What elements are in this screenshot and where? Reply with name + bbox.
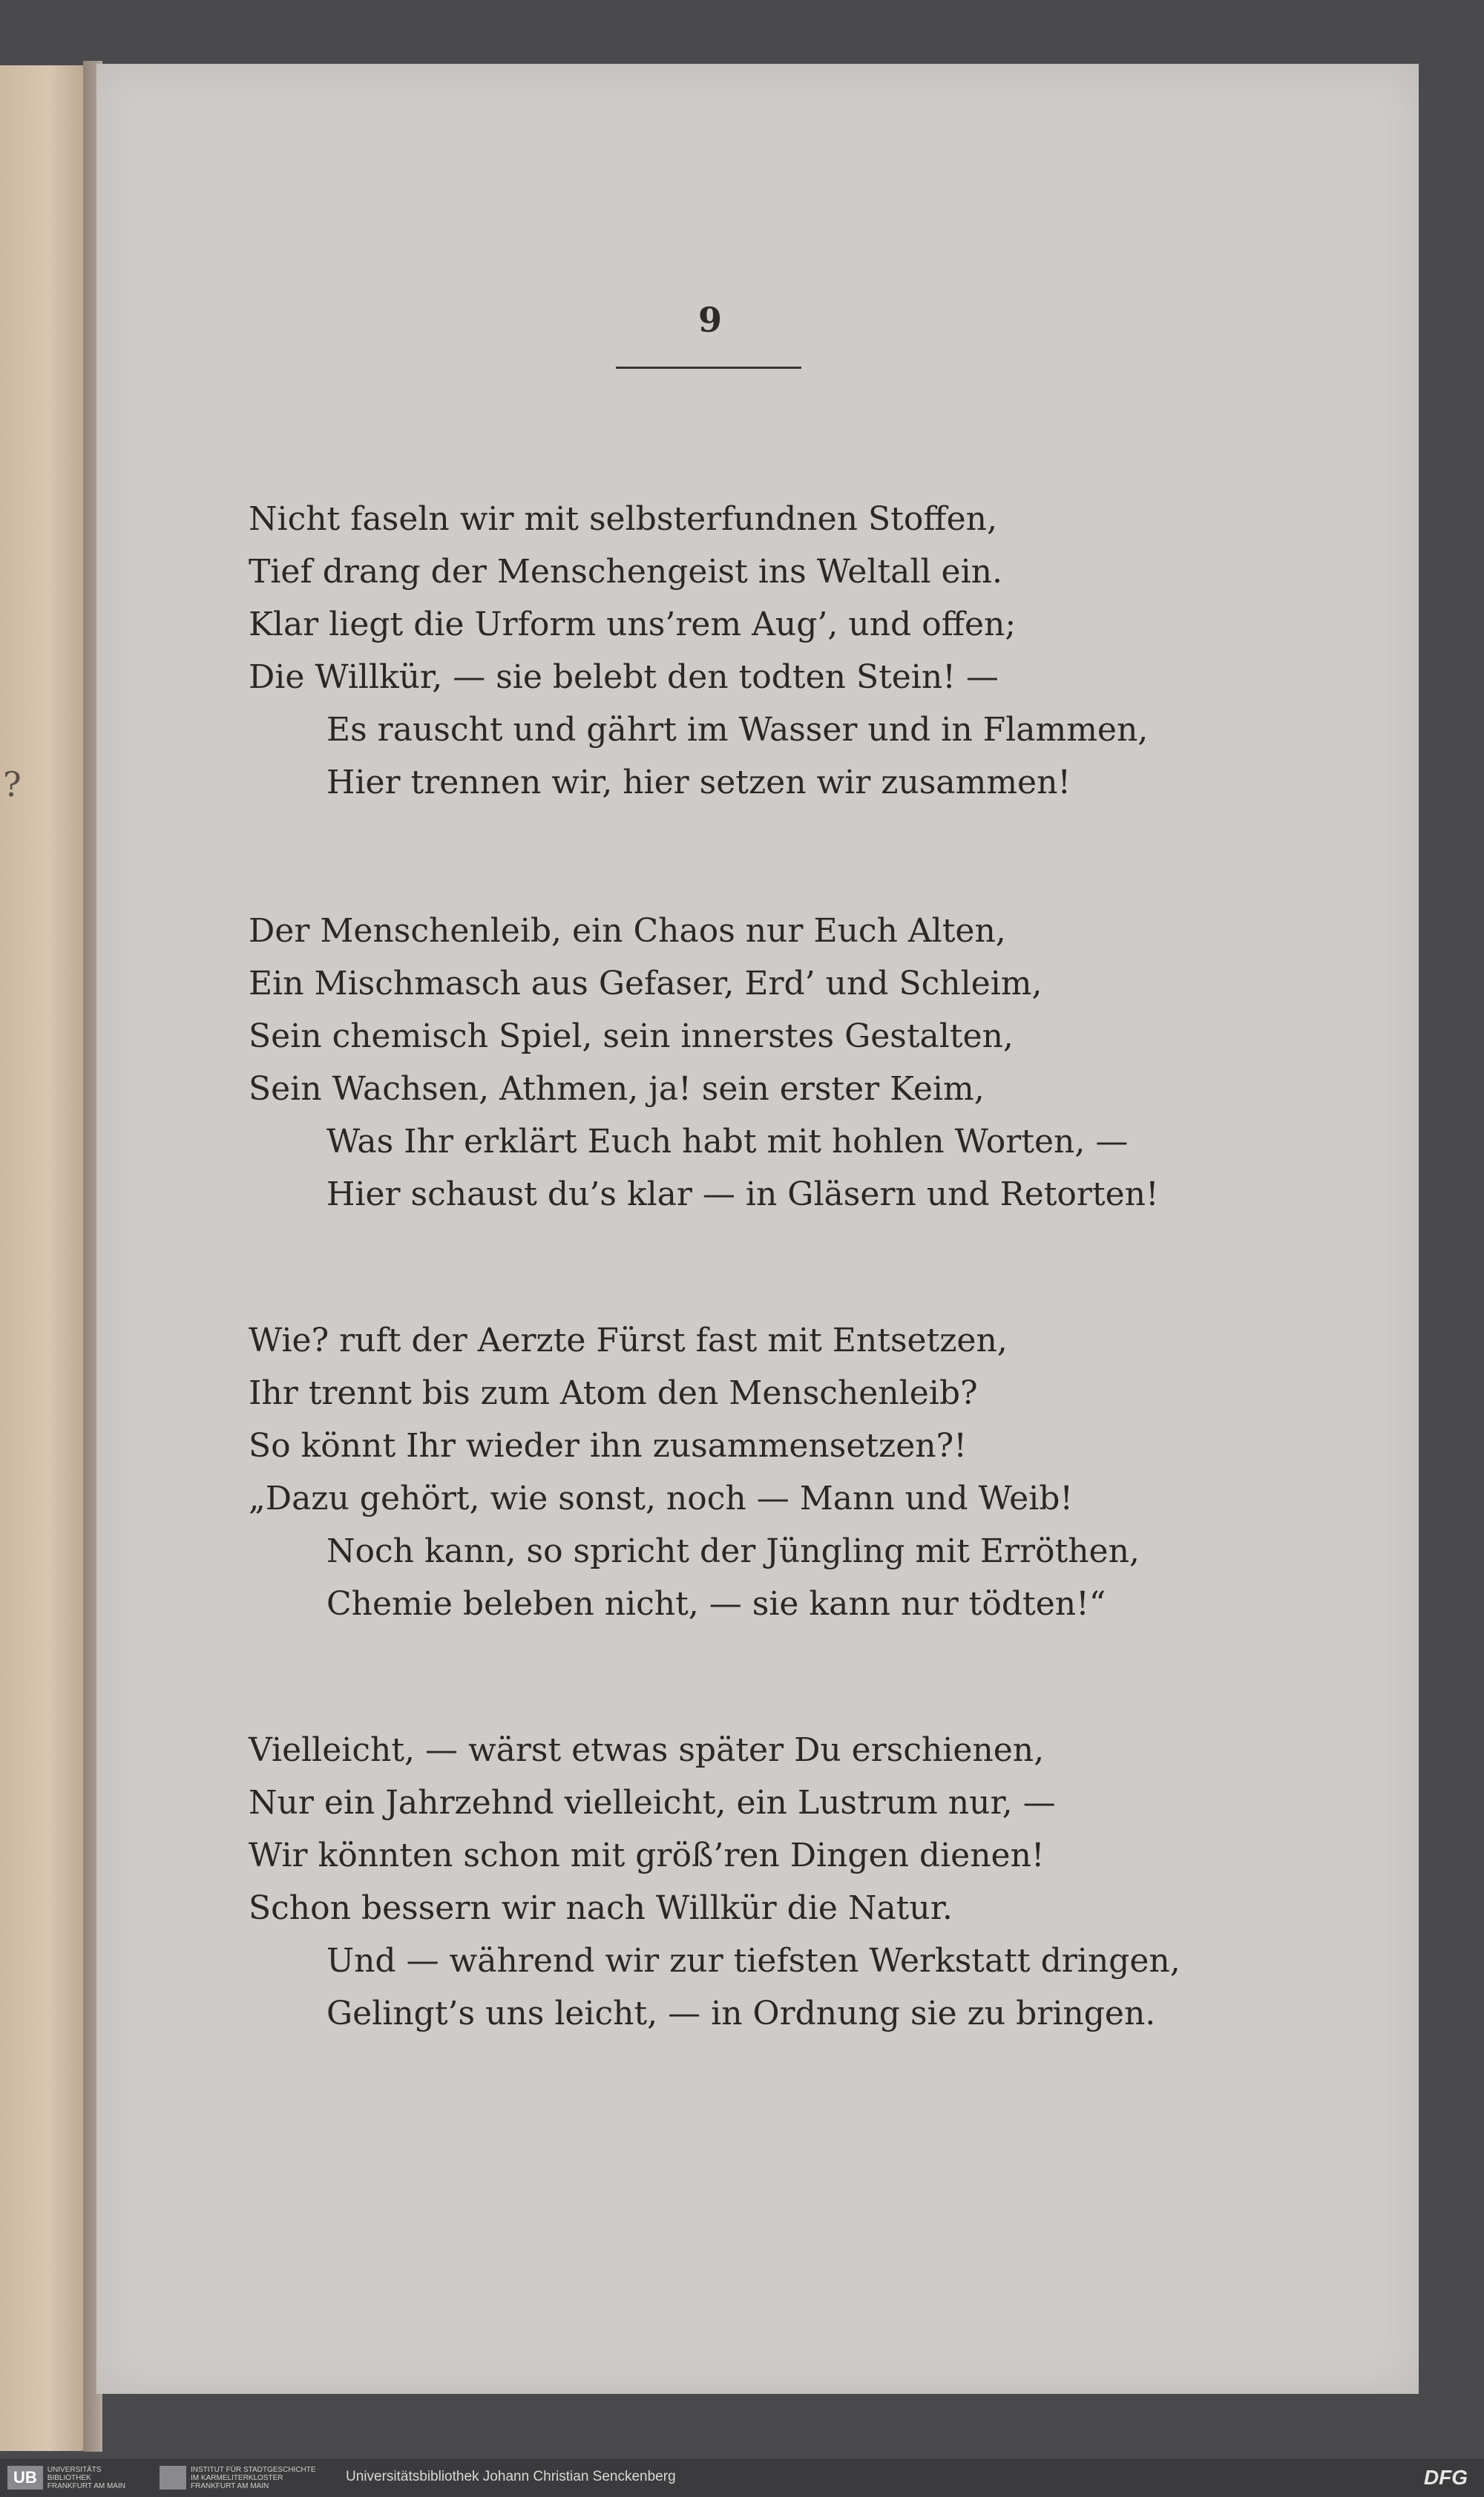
verse-line: Wie? ruft der Aerzte Fürst fast mit Entsetzen, xyxy=(249,1322,1008,1359)
header-rule xyxy=(616,367,801,369)
verse-line-indented: Es rauscht und gährt im Wasser und in Flammen, xyxy=(326,711,1149,749)
institute-logo-text xyxy=(191,2466,316,2490)
stanza-1 xyxy=(249,493,1362,809)
verse-line: Sein Wachsen, Athmen, ja! sein erster Keim, xyxy=(249,1070,985,1108)
left-page-edge xyxy=(0,65,88,2451)
library-name[interactable]: Universitätsbibliothek Johann Christian Senckenberg xyxy=(346,2469,676,2484)
verse-line: Ihr trennt bis zum Atom den Menschenleib? xyxy=(249,1374,978,1412)
verse-line: Klar liegt die Urform uns’rem Aug’, und offen; xyxy=(249,606,1017,643)
verse-line: Vielleicht, — wärst etwas später Du erschienen, xyxy=(249,1731,1045,1769)
verse-line-indented: Hier trennen wir, hier setzen wir zusammen! xyxy=(326,764,1071,801)
verse-line: Nur ein Jahrzehnd vielleicht, ein Lustrum nur, — xyxy=(249,1784,1056,1822)
verse-line: Der Menschenleib, ein Chaos nur Euch Alten, xyxy=(249,912,1006,950)
footer-bar xyxy=(0,2458,1484,2497)
verse-line-indented: Gelingt’s uns leicht, — in Ordnung sie zu bringen. xyxy=(326,1995,1156,2032)
ub-logo-text xyxy=(47,2466,125,2490)
verse-line: Schon bessern wir nach Willkür die Natur. xyxy=(249,1889,953,1927)
verse-line: Tief drang der Menschengeist ins Weltall ein. xyxy=(249,553,1002,591)
ub-logo-text-line: UNIVERSITÄTS xyxy=(47,2465,102,2474)
verse-line: Sein chemisch Spiel, sein innerstes Gestalten, xyxy=(249,1017,1014,1055)
verse-line: Ein Mischmasch aus Gefaser, Erd’ und Schleim, xyxy=(249,965,1043,1003)
verse-line-indented: Was Ihr erklärt Euch habt mit hohlen Worten, — xyxy=(326,1123,1129,1161)
ub-logo-text-line: BIBLIOTHEK xyxy=(47,2473,91,2482)
ub-logo-mark: UB xyxy=(7,2466,43,2490)
verse-line-indented: Und — während wir zur tiefsten Werkstatt dringen, xyxy=(326,1942,1181,1980)
verse-line: Nicht faseln wir mit selbsterfundnen Stoffen, xyxy=(249,500,997,538)
page-number: 9 xyxy=(697,300,722,340)
ub-logo[interactable] xyxy=(7,2466,148,2490)
institute-logo[interactable] xyxy=(160,2466,316,2490)
stanza-3 xyxy=(249,1314,1362,1630)
ub-logo-text-line: FRANKFURT AM MAIN xyxy=(47,2481,125,2490)
stanza-4 xyxy=(249,1724,1362,2040)
page-number-container xyxy=(95,300,1417,340)
verse-line: Wir könnten schon mit größ’ren Dingen dienen! xyxy=(249,1837,1045,1874)
institute-logo-text-line: FRANKFURT AM MAIN xyxy=(191,2481,269,2490)
verse-line-indented: Hier schaust du’s klar — in Gläsern und Retorten! xyxy=(326,1175,1159,1213)
institute-logo-text-line: INSTITUT FÜR xyxy=(191,2465,242,2474)
verse-line: So könnt Ihr wieder ihn zusammensetzen?! xyxy=(249,1427,967,1465)
verse-line: Die Willkür, — sie belebt den todten Stein! — xyxy=(249,658,999,696)
left-page-fragment: ? xyxy=(3,764,22,804)
institute-logo-icon xyxy=(160,2466,186,2490)
stanza-2 xyxy=(249,905,1362,1221)
verse-line-indented: Chemie beleben nicht, — sie kann nur tödten!“ xyxy=(326,1585,1106,1623)
book-page xyxy=(96,64,1419,2394)
institute-logo-text-line: STADTGESCHICHTE xyxy=(243,2465,316,2474)
verse-line: „Dazu gehört, wie sonst, noch — Mann und Weib! xyxy=(249,1480,1074,1517)
institute-logo-text-line: IM KARMELITERKLOSTER xyxy=(191,2473,283,2482)
verse-line-indented: Noch kann, so spricht der Jüngling mit Erröthen, xyxy=(326,1532,1140,1570)
dfg-logo[interactable]: DFG xyxy=(1423,2466,1468,2489)
